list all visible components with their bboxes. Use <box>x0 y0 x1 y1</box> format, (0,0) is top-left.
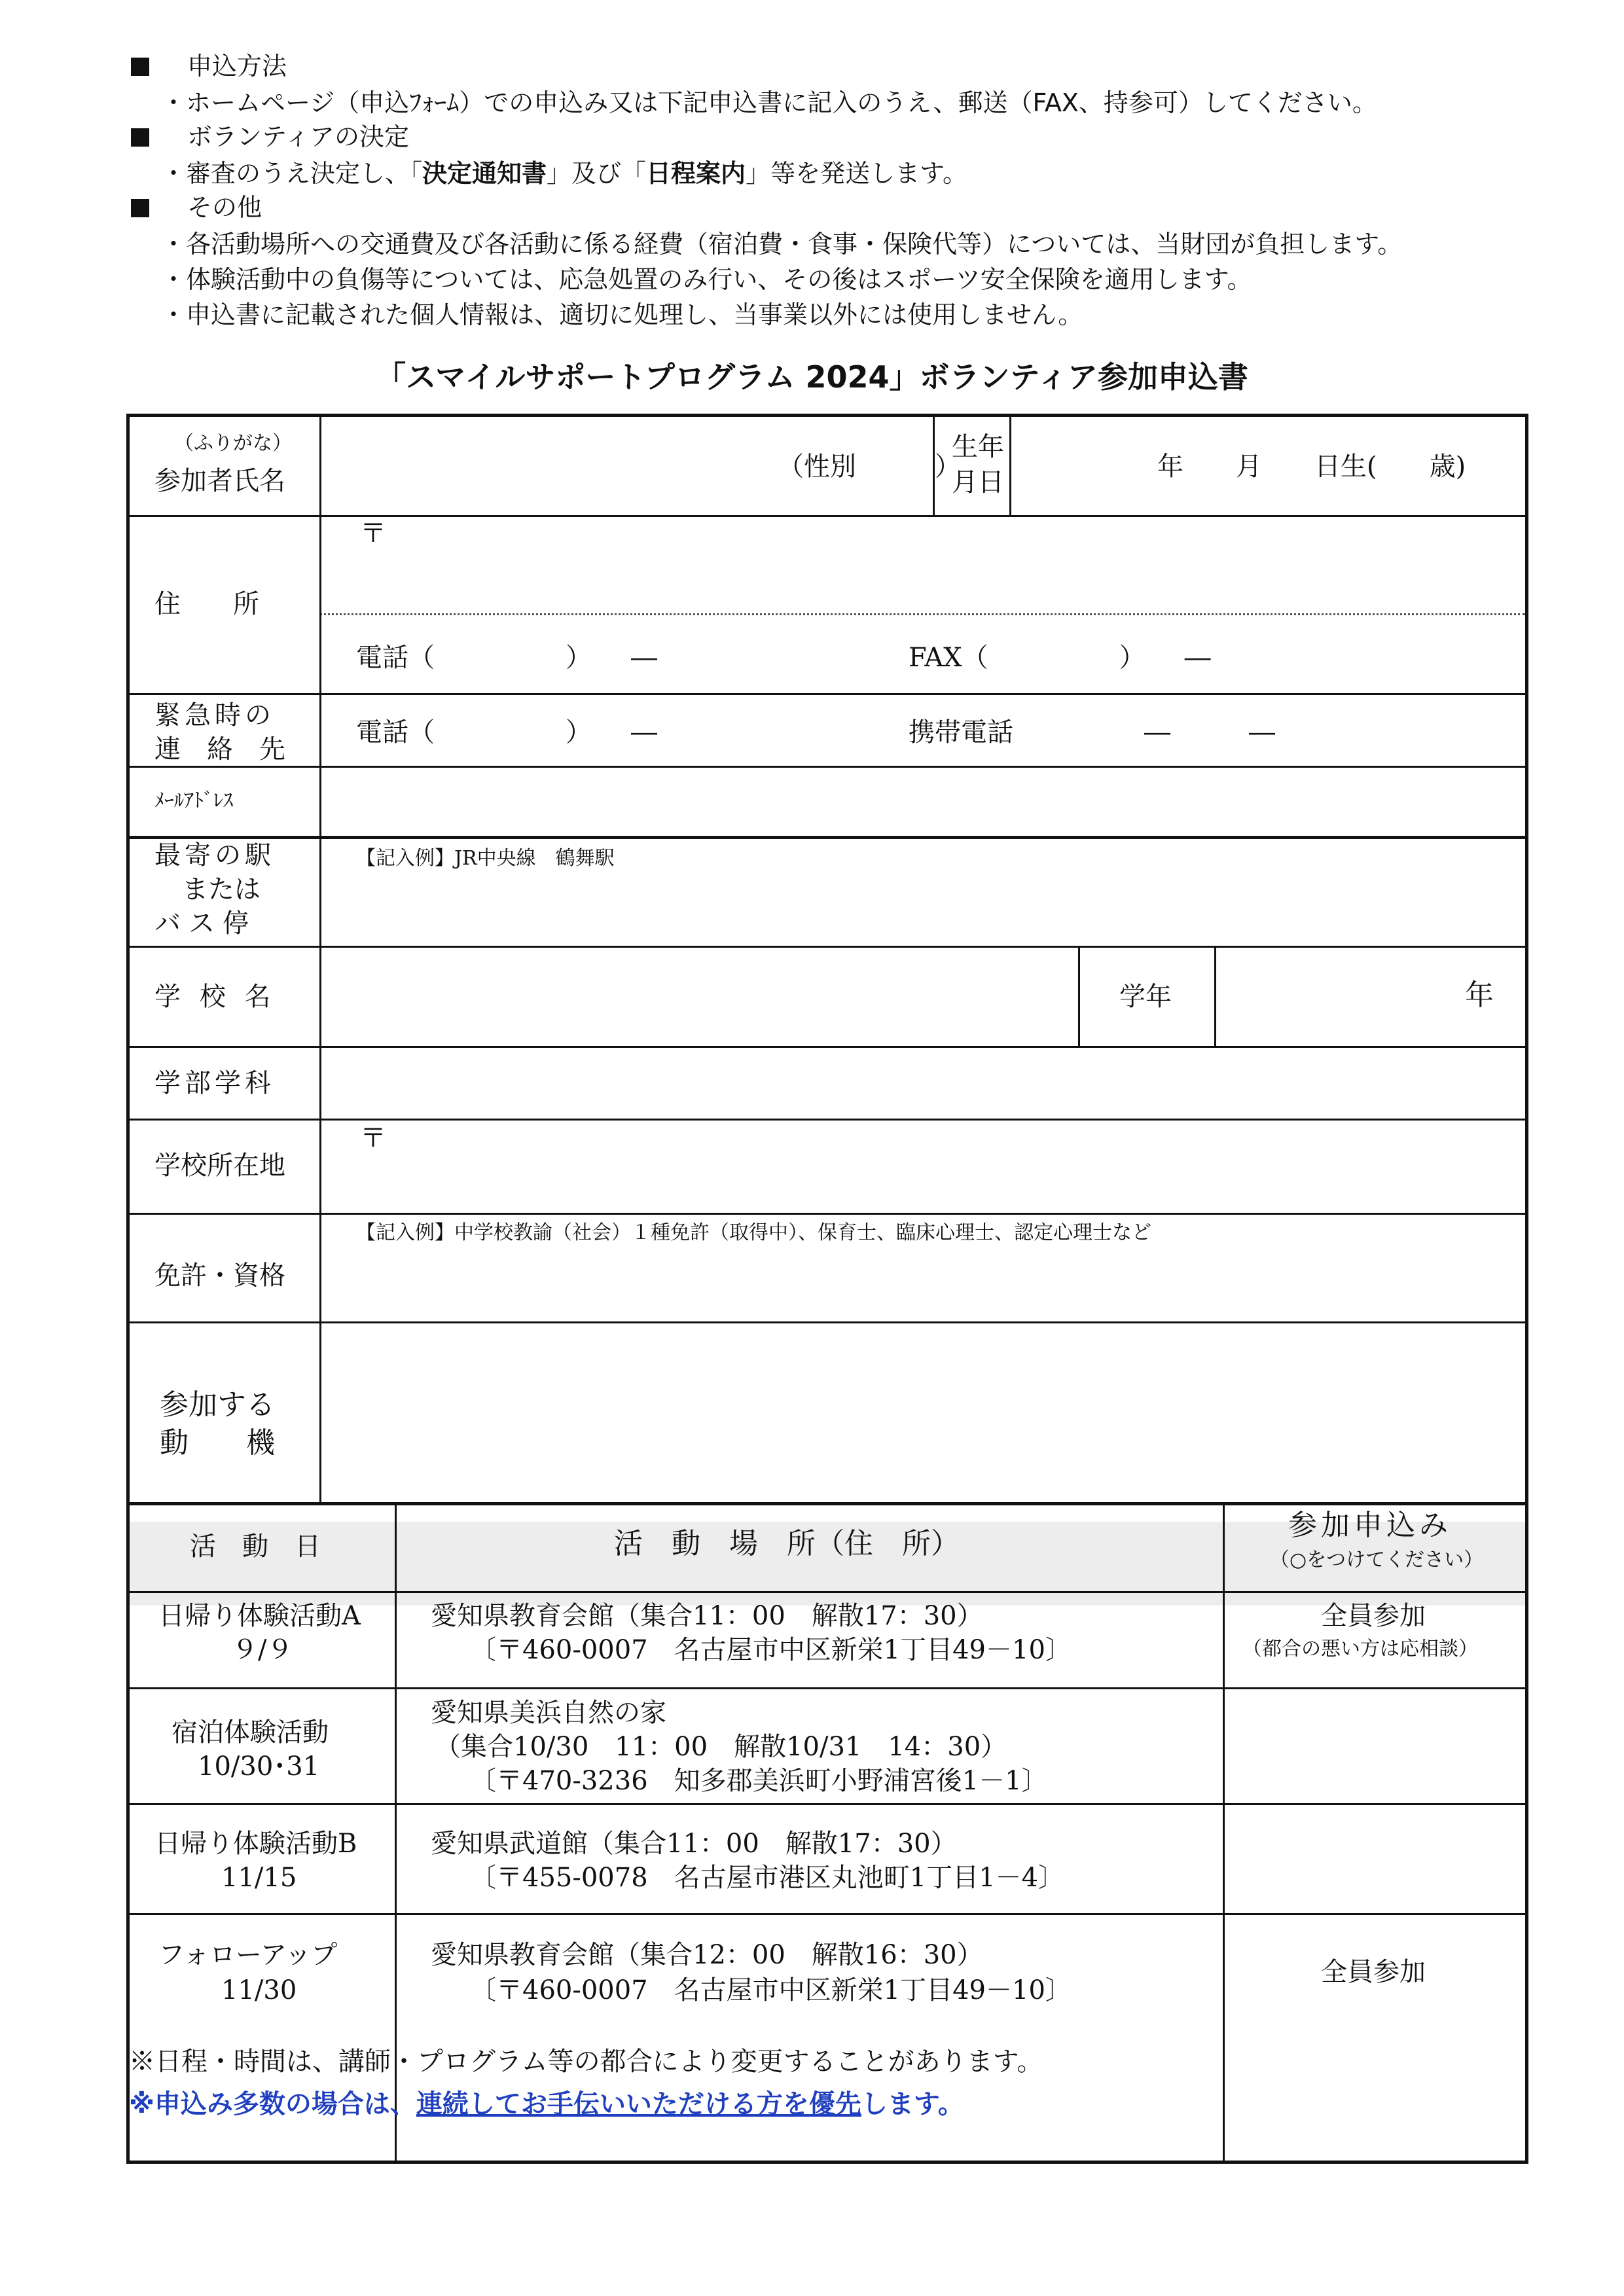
square-bullet-icon <box>131 199 149 217</box>
license-example: 【記入例】中学校教諭（社会）１種免許（取得中）、保育士、臨床心理士、認定心理士など <box>356 1221 1151 1244</box>
email-input-area[interactable] <box>326 770 1517 831</box>
apply-cell[interactable] <box>1229 1808 1524 1908</box>
license-label: 免許・資格 <box>154 1261 285 1291</box>
other-item: ・体験活動中の負傷等については、応急処置のみ行い、その後はスポーツ安全保険を適用します。 <box>161 265 1252 294</box>
birth-label: 月日 <box>952 467 1004 497</box>
apply-header: 参加申込み <box>1288 1509 1452 1542</box>
row-line <box>130 946 1525 948</box>
activity-place: 愛知県武道館（集合11：00 解散17：30） <box>431 1829 957 1859</box>
activity-place: 愛知県教育会館（集合12：00 解散16：30） <box>431 1940 983 1970</box>
row-line <box>130 1321 1525 1323</box>
row-line <box>130 693 1525 695</box>
heading-text: ボランティアの決定 <box>187 122 409 151</box>
priority-note-text: します。 <box>861 2089 964 2119</box>
priority-note-text: ※申込み多数の場合は、 <box>129 2089 416 2119</box>
row-line <box>130 1803 1525 1805</box>
motive-label: 参加する <box>160 1388 275 1422</box>
other-item: ・各活動場所への交通費及び各活動に係る経費（宿泊費・食事・保険代等）については、当財団が負担します。 <box>161 230 1403 259</box>
row-line <box>130 1687 1525 1689</box>
decision-text: 」及び「 <box>547 159 647 188</box>
faculty-label: 学部学科 <box>154 1068 275 1098</box>
school-input-area[interactable] <box>326 951 1072 1041</box>
row-line <box>130 1502 1525 1505</box>
section-heading-decision <box>131 124 409 149</box>
col-line <box>1223 1502 1225 2161</box>
row-line <box>130 1591 1525 1593</box>
priority-note-underlined: 連続してお手伝いいただける方を優先 <box>416 2089 861 2119</box>
activity-day: 日帰り体験活動A <box>158 1601 361 1631</box>
activity-day: 日帰り体験活動B <box>154 1829 357 1859</box>
postal-mark: 〒 <box>360 518 386 548</box>
furigana-label: （ふりがな） <box>174 432 292 455</box>
col-line <box>1214 946 1216 1046</box>
decision-bold-notice: 決定通知書 <box>422 159 547 188</box>
address-label: 住 所 <box>154 589 259 619</box>
decision-item <box>161 161 967 186</box>
activity-date: 11/15 <box>221 1863 297 1893</box>
postal-mark: 〒 <box>360 1123 386 1153</box>
decision-bold-schedule: 日程案内 <box>646 159 746 188</box>
station-label: バス停 <box>154 908 257 939</box>
motive-label: 動 機 <box>160 1426 275 1460</box>
birth-label: 生年 <box>952 432 1004 462</box>
dotted-line <box>319 613 1525 615</box>
activity-time: （集合10/30 11：00 解散10/31 14：30） <box>435 1732 1007 1762</box>
col-line <box>1009 417 1011 515</box>
activity-date: 10/30･31 <box>198 1751 320 1782</box>
schedule-change-note: ※日程・時間は、講師・プログラム等の都合により変更することがあります。 <box>129 2047 1043 2077</box>
motive-input-area[interactable] <box>326 1328 1517 1497</box>
fax-field[interactable]: FAX（ ） ― <box>909 643 1211 673</box>
square-bullet-icon <box>131 128 149 147</box>
row-line <box>130 836 1525 839</box>
activity-address: 〔〒460-0007 名古屋市中区新栄1丁目49－10〕 <box>470 1975 1072 2005</box>
tel-field[interactable]: 電話（ ） ― <box>356 643 657 673</box>
activity-day-header: 活 動 日 <box>190 1532 321 1562</box>
decision-text: 」等を発送します。 <box>746 159 968 188</box>
station-example: 【記入例】JR中央線 鶴舞駅 <box>356 847 615 870</box>
grade-label: 学年 <box>1119 982 1172 1012</box>
square-bullet-icon <box>131 58 149 76</box>
col-line <box>319 417 321 1502</box>
activity-place: 愛知県美浜自然の家 <box>431 1698 666 1728</box>
apply-status-note: （都合の悪い方は応相談） <box>1242 1638 1478 1660</box>
address-input-area[interactable] <box>326 548 1517 607</box>
emergency-label: 連 絡 先 <box>154 734 285 764</box>
school-address-label: 学校所在地 <box>154 1151 285 1181</box>
activity-date: 11/30 <box>221 1975 297 2005</box>
gender-field[interactable]: （性別 ） <box>778 452 961 482</box>
priority-note <box>129 2083 964 2121</box>
activity-address: 〔〒470-3236 知多郡美浜町小野浦宮後1－1〕 <box>470 1766 1048 1796</box>
faculty-input-area[interactable] <box>326 1050 1517 1115</box>
emergency-label: 緊急時の <box>154 700 275 730</box>
row-line <box>130 1119 1525 1121</box>
col-line <box>1078 946 1080 1046</box>
activity-address: 〔〒460-0007 名古屋市中区新栄1丁目49－10〕 <box>470 1635 1072 1665</box>
application-form <box>126 414 1528 2164</box>
section-heading-other <box>131 195 262 220</box>
activity-day: フォローアップ <box>158 1940 338 1970</box>
apply-status[interactable]: 全員参加 <box>1321 1957 1426 1987</box>
mobile-field[interactable]: 携帯電話 ― ― <box>909 717 1275 747</box>
birthdate-field[interactable]: 年 月 日生( 歳) <box>1157 452 1466 482</box>
heading-text: 申込方法 <box>187 52 287 81</box>
section-heading-method <box>131 54 287 79</box>
row-line <box>130 1213 1525 1215</box>
apply-status[interactable]: 全員参加 <box>1321 1601 1426 1631</box>
activity-address: 〔〒455-0078 名古屋市港区丸池町1丁目1－4〕 <box>470 1863 1065 1893</box>
station-label: または <box>182 874 261 905</box>
school-label: 学 校 名 <box>154 982 276 1012</box>
apply-header-note: （○をつけてください） <box>1270 1549 1484 1571</box>
method-item: ・ホームページ（申込ﾌｫｰﾑ）での申込み又は下記申込書に記入のうえ、郵送（FAX、持参可）してください。 <box>161 88 1377 117</box>
row-line <box>130 515 1525 517</box>
row-line <box>130 1913 1525 1915</box>
name-label: 参加者氏名 <box>154 466 285 496</box>
other-item: ・申込書に記載された個人情報は、適切に処理し、当事業以外には使用しません。 <box>161 300 1083 329</box>
heading-text: その他 <box>187 193 262 222</box>
decision-text: ・審査のうえ決定し、「 <box>161 159 423 188</box>
activity-date: ９/９ <box>232 1635 293 1665</box>
form-title: 「スマイルサポートプログラム 2024」ボランティア参加申込書 <box>376 359 1248 395</box>
emergency-tel-field[interactable]: 電話（ ） ― <box>356 717 657 747</box>
activity-place: 愛知県教育会館（集合11：00 解散17：30） <box>431 1601 983 1631</box>
row-line <box>130 766 1525 768</box>
activity-day: 宿泊体験活動 <box>171 1717 329 1748</box>
name-input-area[interactable] <box>326 423 928 509</box>
apply-cell[interactable] <box>1229 1693 1524 1798</box>
station-label: 最寄の駅 <box>154 840 275 870</box>
row-line <box>130 1046 1525 1048</box>
email-label: ﾒｰﾙｱﾄﾞﾚｽ <box>154 789 233 812</box>
activity-place-header: 活 動 場 所（住 所） <box>614 1527 960 1560</box>
grade-unit: 年 <box>1465 978 1494 1012</box>
